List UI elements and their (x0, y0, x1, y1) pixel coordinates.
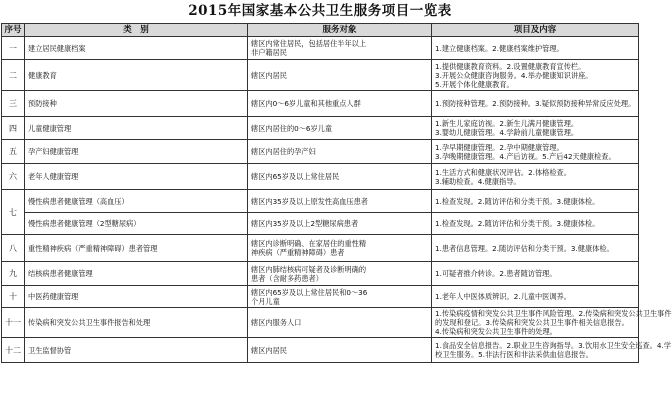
row-number: 三 (2, 91, 25, 117)
row-category: 预防接种 (25, 91, 248, 117)
row-category: 儿童健康管理 (25, 117, 248, 140)
target-line: 辖区内诊断明确、在家居住的重性精 (251, 239, 367, 248)
target-line: 辖区内居住的0～6岁儿童 (251, 123, 333, 133)
row-number: 二 (2, 60, 25, 91)
target-line: 辖区内居住的孕产妇 (251, 147, 316, 156)
table-row (2, 190, 639, 213)
target-line: 辖区内居民 (251, 70, 287, 80)
row-target (248, 213, 432, 235)
row-content (432, 235, 639, 262)
table-row (2, 262, 639, 286)
row-content (432, 262, 639, 286)
row-category: 建立居民健康档案 (25, 37, 248, 60)
row-content (432, 60, 639, 91)
content-line: 的发现和登记。3.传染病和突发公共卫生事件相关信息报告。 (435, 318, 629, 327)
content-line: 4.传染病和突发公共卫生事件的处理。 (435, 327, 557, 336)
row-target (248, 308, 432, 338)
row-target (248, 286, 432, 308)
header-no: 序号 (2, 24, 25, 37)
table-row (2, 60, 639, 91)
content-line: 1.老年人中医体质辨识。2.儿童中医调养。 (435, 292, 571, 301)
row-category: 中医药健康管理 (25, 286, 248, 308)
target-line: 辖区内肺结核病可疑者及诊断明确的 (251, 264, 367, 274)
row-number: 七 (2, 190, 25, 235)
row-category: 结核病患者健康管理 (25, 262, 248, 286)
table-row (2, 140, 639, 164)
row-category: 老年人健康管理 (25, 164, 248, 190)
target-line: 辖区内常住居民，包括居住半年以上 (251, 39, 367, 48)
row-target (248, 262, 432, 286)
content-line: 1.检查发现。2.随访评估和分类干预。3.健康体检。 (435, 196, 600, 206)
target-line: 辖区内65岁及以上常住居民和0～36 (251, 287, 368, 297)
target-line: 非户籍居民 (251, 48, 287, 57)
target-line: 患者（含耐多药患者） (251, 273, 323, 283)
table-row (2, 308, 639, 338)
content-line: 1.孕早期健康管理。2.孕中期健康管理。 (435, 142, 564, 152)
row-target (248, 60, 432, 91)
content-line: 1.新生儿家庭访视。2.新生儿满月健康管理。 (435, 119, 579, 128)
content-line: 1.建立健康档案。2.健康档案维护管理。 (435, 43, 564, 53)
row-category: 孕产妇健康管理 (25, 140, 248, 164)
content-line: 1.提供健康教育资料。2.设置健康教育宣传栏。 (435, 61, 586, 71)
target-line: 个月儿童 (251, 296, 280, 306)
table-row (2, 235, 639, 262)
target-line: 辖区内0～6岁儿童和其他重点人群 (251, 99, 361, 108)
target-line: 辖区内35岁及以上原发性高血压患者 (251, 196, 368, 206)
content-line: 1.检查发现。2.随访评估和分类干预。3.健康体检。 (435, 219, 600, 228)
row-content (432, 91, 639, 117)
header-row (2, 24, 639, 37)
row-target (248, 338, 432, 363)
content-line: 1.食品安全信息报告。2.职业卫生咨询指导。3.饮用水卫生安全巡查。4.学 (435, 341, 671, 350)
row-number: 十 (2, 286, 25, 308)
row-content (432, 37, 639, 60)
row-number: 八 (2, 235, 25, 262)
header-target: 服务对象 (248, 24, 432, 37)
row-target (248, 37, 432, 60)
target-line: 辖区内居民 (251, 345, 287, 355)
row-target (248, 235, 432, 262)
table-row (2, 91, 639, 117)
table-row (2, 37, 639, 60)
table-row (2, 164, 639, 190)
table-row (2, 213, 639, 235)
content-line: 校卫生服务。5.非法行医和非法采供血信息报告。 (435, 350, 593, 359)
target-line: 辖区内35岁及以上2型糖尿病患者 (251, 219, 359, 228)
row-target (248, 140, 432, 164)
row-number: 五 (2, 140, 25, 164)
row-category: 健康教育 (25, 60, 248, 91)
content-line: 3.婴幼儿健康管理。4.学龄前儿童健康管理。 (435, 128, 579, 137)
content-line: 1.可疑者推介转诊。2.患者随访管理。 (435, 269, 557, 278)
row-number: 十一 (2, 308, 25, 338)
content-line: 1.患者信息管理。2.随访评估和分类干预。3.健康体检。 (435, 243, 614, 253)
row-category: 卫生监督协管 (25, 338, 248, 363)
row-number: 六 (2, 164, 25, 190)
target-line: 辖区内服务人口 (251, 318, 302, 327)
row-number: 一 (2, 37, 25, 60)
table-row (2, 338, 639, 363)
row-category: 重性精神疾病（严重精神障碍）患者管理 (25, 235, 248, 262)
table-row (2, 117, 639, 140)
content-line: 5.开展个体化健康教育。 (435, 79, 514, 89)
row-category: 慢性病患者健康管理（2型糖尿病） (25, 213, 248, 235)
page-title: 2015年国家基本公共卫生服务项目一览表 (188, 3, 452, 19)
row-content (432, 286, 639, 308)
content-line: 1.预防接种管理。2.预防接种。3.疑似预防接种异常反应处理。 (435, 99, 636, 108)
row-content (432, 213, 639, 235)
content-line: 3.开展公众健康咨询服务。4.举办健康知识讲座。 (435, 70, 593, 80)
row-target (248, 91, 432, 117)
row-target (248, 117, 432, 140)
row-content (432, 117, 639, 140)
row-number: 九 (2, 262, 25, 286)
content-line: 3.辅助检查。4.健康指导。 (435, 176, 521, 186)
header-content: 项目及内容 (432, 24, 639, 37)
content-line: 1.生活方式和健康状况评估。2.体格检查。 (435, 167, 571, 177)
service-table (1, 23, 672, 363)
row-category: 传染病和突发公共卫生事件报告和处理 (25, 308, 248, 338)
row-content (432, 164, 639, 190)
row-target (248, 190, 432, 213)
row-content (432, 308, 672, 338)
row-number: 十二 (2, 338, 25, 363)
target-line: 神疾病（严重精神障碍）患者 (251, 248, 345, 257)
row-content (432, 140, 639, 164)
row-target (248, 164, 432, 190)
content-line: 3.孕晚期健康管理。4.产后访视。5.产后42天健康检查。 (435, 151, 616, 161)
row-number: 四 (2, 117, 25, 140)
table-row (2, 286, 639, 308)
header-category: 类 别 (25, 24, 248, 37)
row-content (432, 338, 671, 363)
row-category: 慢性病患者健康管理（高血压） (25, 190, 248, 213)
row-content (432, 190, 639, 213)
content-line: 1.传染病疫情和突发公共卫生事件风险管理。2.传染病和突发公共卫生事件 (435, 309, 672, 318)
target-line: 辖区内65岁及以上常住居民 (251, 172, 340, 181)
